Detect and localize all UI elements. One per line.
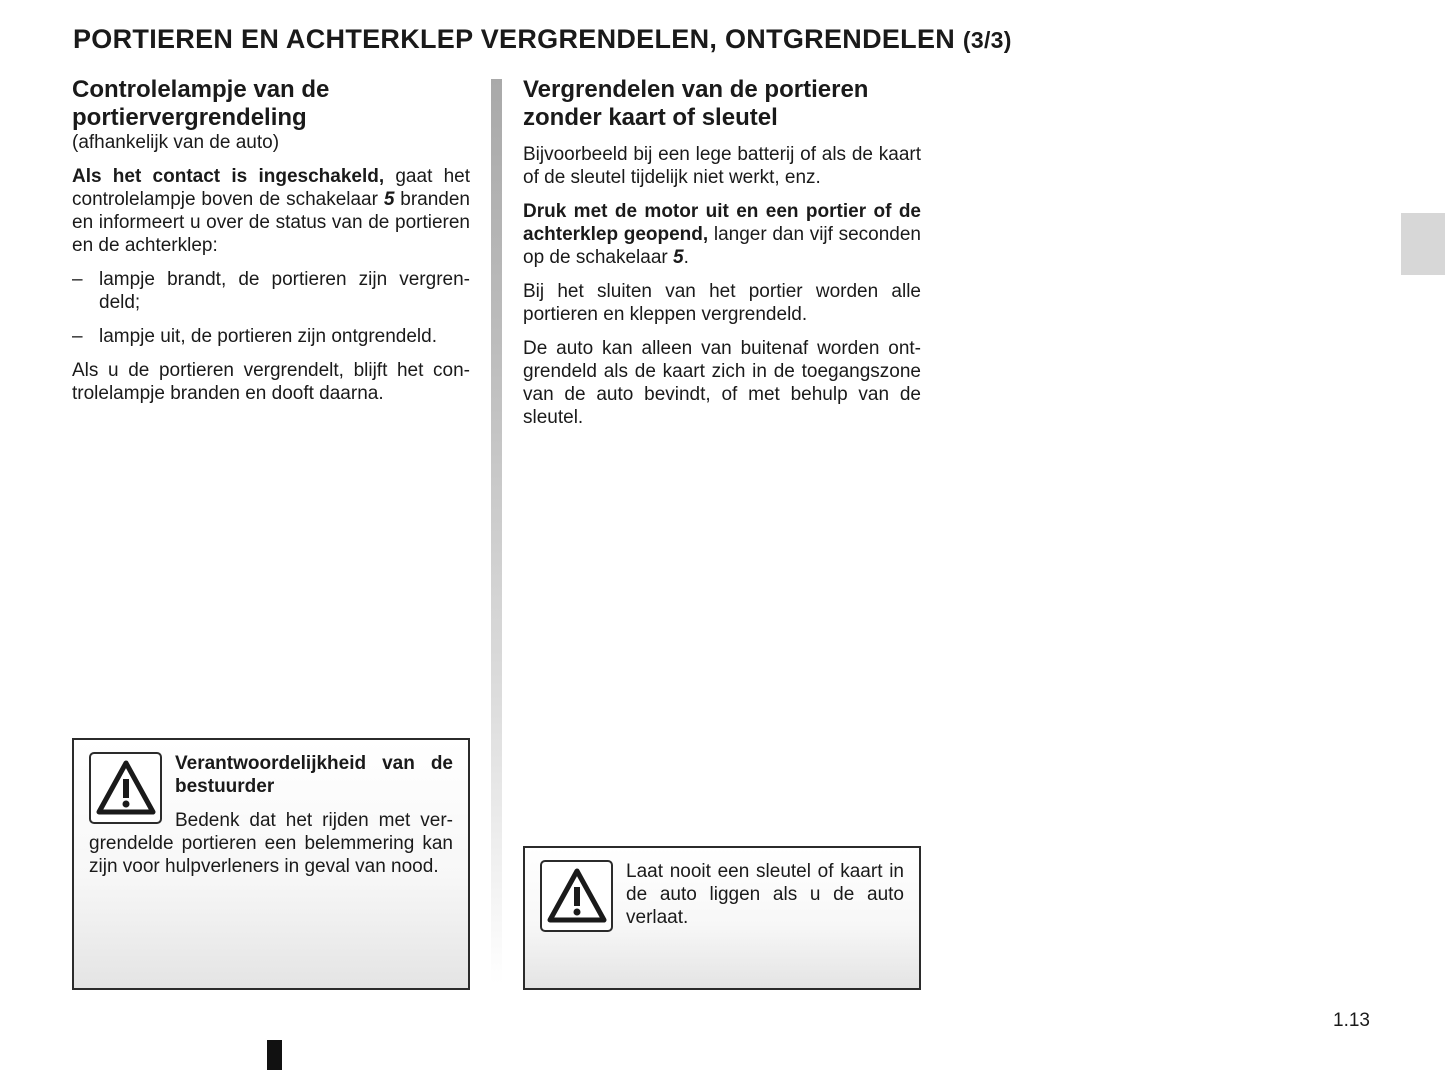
right-paragraph-1: Bijvoorbeeld bij een lege batterij of als de kaart of de sleutel tijdelijk niet werkt, enz. <box>523 144 921 188</box>
right-section-heading: Vergrendelen van de portieren zonder kaart of sleutel <box>523 76 869 131</box>
left-paragraph-1 <box>72 165 470 257</box>
left-section-heading: Controlelampje van de portiervergrendeling <box>72 76 330 131</box>
print-marker-bar <box>267 1040 282 1070</box>
left-section-subheading: (afhankelijk van de auto) <box>72 132 280 153</box>
list-dash: – <box>72 269 83 290</box>
left-paragraph-1-text-a: gaat het controlelampje boven de schakelaar <box>72 166 471 210</box>
list-item <box>72 325 470 348</box>
page-number: 1.13 <box>1333 1010 1370 1031</box>
right-column <box>523 76 921 440</box>
right-paragraph-2-text-a: langer dan vijf seconden op de schakelaar <box>523 224 921 268</box>
list-item-text: lampje uit, de portieren zijn ontgrendeld. <box>99 326 437 347</box>
warning-triangle-icon <box>89 752 162 824</box>
right-paragraph-2-bold: Druk met de motor uit en een portier of de achterklep geopend, <box>523 201 921 245</box>
list-dash: – <box>72 326 83 347</box>
warning-box-key-card <box>523 846 921 990</box>
right-paragraph-2 <box>523 200 921 269</box>
column-divider <box>491 79 502 984</box>
page-title <box>73 24 1012 55</box>
warning-triangle-icon <box>540 860 613 932</box>
list-item <box>72 268 470 314</box>
right-paragraph-3: Bij het sluiten van het portier worden alle portieren en kleppen vergrendeld. <box>523 281 921 325</box>
right-paragraph-4: De auto kan alleen van buitenaf worden ontgrendeld als de kaart zich in de toegangszone van de auto bevindt, of met behulp van de sleutel. <box>523 338 921 428</box>
page-title-text: PORTIEREN EN ACHTERKLEP VERGRENDELEN, ONTGRENDELEN <box>73 24 956 54</box>
warning-title: Verantwoordelijkheid van de bestuurder <box>175 753 453 797</box>
chapter-tab-marker <box>1401 213 1445 275</box>
left-column <box>72 76 470 416</box>
warning-text: Bedenk dat het rijden met vergrendelde portieren een belemmering kan zijn voor hulpverleners in geval van nood. <box>89 810 453 877</box>
left-paragraph-2: Als u de portieren vergrendelt, blijft het controlelampje branden en dooft daarna. <box>72 360 470 404</box>
list-item-text: lampje brandt, de portieren zijn vergrendeld; <box>99 269 470 313</box>
page-title-suffix: (3/3) <box>962 27 1012 53</box>
left-paragraph-1-text-b: branden en informeert u over de status van de portieren en de achterklep: <box>72 189 471 256</box>
right-paragraph-2-switch-ref: 5 <box>673 247 684 268</box>
left-paragraph-1-switch-ref: 5 <box>383 189 395 210</box>
warning-box-driver-responsibility <box>72 738 470 990</box>
left-paragraph-1-bold: Als het contact is ingeschakeld, <box>72 166 385 187</box>
right-paragraph-2-text-b: . <box>683 247 689 268</box>
warning-text: Laat nooit een sleutel of kaart in de auto liggen als u de auto verlaat. <box>626 861 904 928</box>
lamp-status-list <box>72 268 470 348</box>
